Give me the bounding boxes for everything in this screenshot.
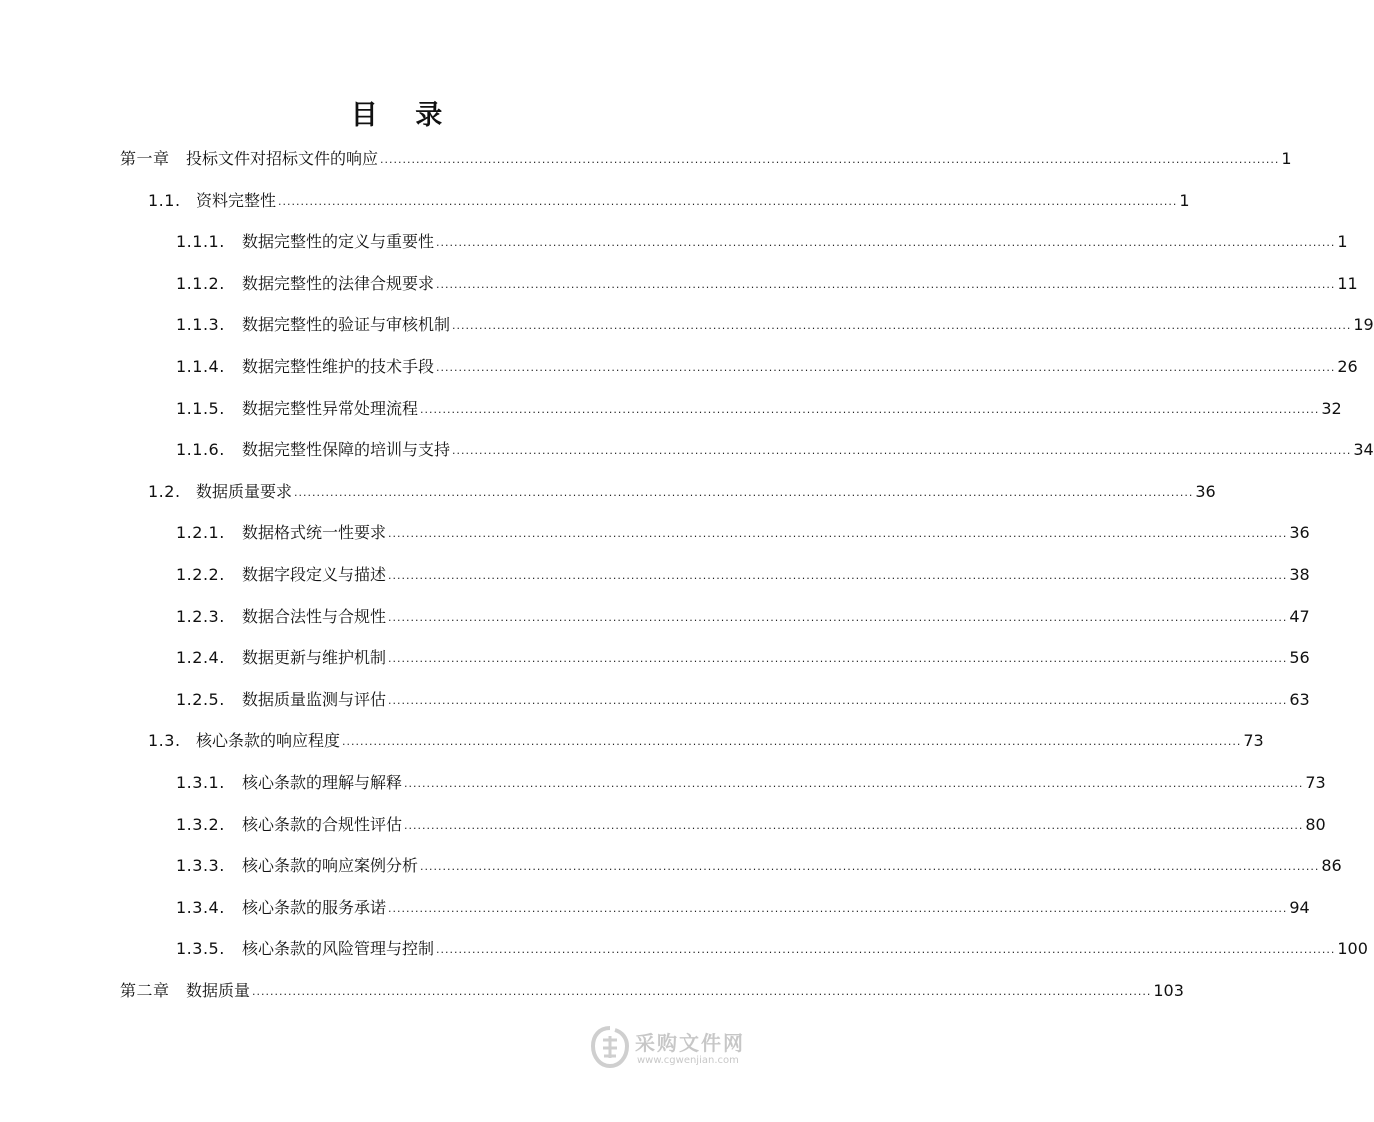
toc-entry-number: 1.1.	[148, 191, 181, 210]
dot-leader: ........................................................................................................................................................................................................	[420, 403, 1320, 416]
toc-entry-label: 数据完整性的定义与重要性	[242, 232, 435, 251]
toc-entry-1-2-2[interactable]	[176, 564, 1310, 586]
toc-entry-1-3-1[interactable]	[176, 772, 1326, 794]
toc-entry-label: 核心条款的服务承诺	[242, 898, 387, 917]
toc-entry-1-3-5[interactable]	[176, 938, 1368, 960]
toc-entry-number: 1.1.1.	[176, 232, 225, 251]
toc-entry-1-3-4[interactable]	[176, 897, 1310, 919]
toc-entry-label: 核心条款的风险管理与控制	[242, 939, 435, 958]
toc-entry-number: 1.2.5.	[176, 690, 225, 709]
toc-entry-page: 73	[1305, 773, 1326, 792]
toc-entry-label: 数据质量要求	[196, 482, 293, 501]
watermark	[589, 1022, 759, 1078]
toc-entry-page: 36	[1195, 482, 1216, 501]
toc-entry-page: 19	[1353, 315, 1374, 334]
toc-entry-1-2-5[interactable]	[176, 689, 1310, 711]
toc-entry-number: 1.1.6.	[176, 440, 225, 459]
toc-entry-page: 34	[1353, 440, 1374, 459]
toc-entry-1-1-3[interactable]	[176, 314, 1374, 336]
toc-entry-1-1-2[interactable]	[176, 273, 1358, 295]
toc-entry-number: 第二章	[120, 981, 170, 1000]
toc-entry-number: 1.1.2.	[176, 274, 225, 293]
toc-entry-label: 数据更新与维护机制	[242, 648, 387, 667]
toc-entry-label: 核心条款的响应案例分析	[242, 856, 419, 875]
toc-entry-1-2-1[interactable]	[176, 522, 1310, 544]
toc-entry-page: 1	[1337, 232, 1348, 251]
toc-entry-1-3-2[interactable]	[176, 814, 1326, 836]
toc-entry-label: 数据完整性的法律合规要求	[242, 274, 435, 293]
toc-entry-number: 1.1.3.	[176, 315, 225, 334]
dot-leader: ........................................................................................................................................................................................................	[388, 527, 1288, 540]
dot-leader: ........................................................................................................................................................................................................	[436, 361, 1336, 374]
dot-leader: ........................................................................................................................................................................................................	[436, 236, 1336, 249]
toc-entry-page: 47	[1289, 607, 1310, 626]
dot-leader: ........................................................................................................................................................................................................	[404, 777, 1304, 790]
toc-entry-label: 核心条款的合规性评估	[242, 815, 403, 834]
dot-leader: ........................................................................................................................................................................................................	[388, 902, 1288, 915]
dot-leader: ........................................................................................................................................................................................................	[404, 819, 1304, 832]
toc-entry-page: 94	[1289, 898, 1310, 917]
toc-entry-label: 数据质量监测与评估	[242, 690, 387, 709]
toc-entry-page: 32	[1321, 399, 1342, 418]
toc-entry-label: 数据字段定义与描述	[242, 565, 387, 584]
toc-entry-page: 26	[1337, 357, 1358, 376]
dot-leader: ........................................................................................................................................................................................................	[452, 444, 1352, 457]
toc-entry-number: 1.3.5.	[176, 939, 225, 958]
dot-leader: ........................................................................................................................................................................................................	[388, 611, 1288, 624]
toc-entry-1-1-6[interactable]	[176, 439, 1374, 461]
dot-leader: ........................................................................................................................................................................................................	[436, 943, 1336, 956]
toc-entry-page: 38	[1289, 565, 1310, 584]
toc-entry-number: 1.1.4.	[176, 357, 225, 376]
toc-entry-number: 1.2.	[148, 482, 181, 501]
dot-leader: ........................................................................................................................................................................................................	[278, 195, 1178, 208]
dot-leader: ........................................................................................................................................................................................................	[380, 153, 1280, 166]
toc-entry-label: 核心条款的响应程度	[196, 731, 341, 750]
toc-entry-label: 数据合法性与合规性	[242, 607, 387, 626]
dot-leader: ........................................................................................................................................................................................................	[388, 569, 1288, 582]
toc-entry-1-2-3[interactable]	[176, 606, 1310, 628]
dot-leader: ........................................................................................................................................................................................................	[342, 735, 1242, 748]
watermark-url: www.cgwenjian.com	[637, 1055, 739, 1066]
toc-entry-1-1[interactable]	[148, 190, 1190, 212]
toc-entry-label: 数据完整性异常处理流程	[242, 399, 419, 418]
toc-entry-number: 1.2.2.	[176, 565, 225, 584]
toc-entry-number: 1.2.3.	[176, 607, 225, 626]
toc-entry-1-2-4[interactable]	[176, 647, 1310, 669]
toc-entry-number: 1.3.3.	[176, 856, 225, 875]
toc-entry-label: 核心条款的理解与解释	[242, 773, 403, 792]
toc-entry-1-1-4[interactable]	[176, 356, 1358, 378]
toc-entry-number: 1.1.5.	[176, 399, 225, 418]
watermark-logo-icon	[589, 1024, 631, 1070]
toc-entry-1-1-1[interactable]	[176, 231, 1348, 253]
toc-entry-number: 1.3.1.	[176, 773, 225, 792]
toc-entry-number: 1.2.1.	[176, 523, 225, 542]
dot-leader: ........................................................................................................................................................................................................	[388, 652, 1288, 665]
watermark-name: 采购文件网	[635, 1031, 745, 1055]
toc-entry-1-2[interactable]	[148, 481, 1216, 503]
toc-entry-page: 73	[1243, 731, 1264, 750]
dot-leader: ........................................................................................................................................................................................................	[436, 278, 1336, 291]
toc-entry-page: 86	[1321, 856, 1342, 875]
toc-entry-page: 100	[1337, 939, 1368, 958]
dot-leader: ........................................................................................................................................................................................................	[388, 694, 1288, 707]
toc-entry-number: 1.3.	[148, 731, 181, 750]
toc-entry-page: 1	[1179, 191, 1190, 210]
toc-entry-page: 11	[1337, 274, 1358, 293]
dot-leader: ........................................................................................................................................................................................................	[294, 486, 1194, 499]
toc-entry-label: 数据格式统一性要求	[242, 523, 387, 542]
dot-leader: ........................................................................................................................................................................................................	[252, 985, 1152, 998]
toc-entry-page: 36	[1289, 523, 1310, 542]
toc-entry-label: 数据完整性维护的技术手段	[242, 357, 435, 376]
dot-leader: ........................................................................................................................................................................................................	[452, 319, 1352, 332]
toc-entry-1-3-3[interactable]	[176, 855, 1342, 877]
toc-entry-number: 1.3.2.	[176, 815, 225, 834]
toc-entry-chapter-1[interactable]	[120, 148, 1292, 170]
toc-entry-label: 投标文件对招标文件的响应	[186, 149, 379, 168]
toc-entry-page: 56	[1289, 648, 1310, 667]
toc-entry-number: 第一章	[120, 149, 170, 168]
toc-entry-page: 80	[1305, 815, 1326, 834]
toc-entry-label: 数据完整性的验证与审核机制	[242, 315, 451, 334]
toc-entry-page: 103	[1153, 981, 1184, 1000]
toc-entry-chapter-2[interactable]	[120, 980, 1184, 1002]
toc-entry-1-3[interactable]	[148, 730, 1264, 752]
toc-entry-label: 数据完整性保障的培训与支持	[242, 440, 451, 459]
dot-leader: ........................................................................................................................................................................................................	[420, 860, 1320, 873]
toc-title: 目 录	[350, 100, 457, 131]
toc-entry-label: 数据质量	[186, 981, 251, 1000]
toc-entry-1-1-5[interactable]	[176, 398, 1342, 420]
toc-entry-page: 63	[1289, 690, 1310, 709]
toc-entry-number: 1.3.4.	[176, 898, 225, 917]
toc-entry-number: 1.2.4.	[176, 648, 225, 667]
toc-entry-page: 1	[1281, 149, 1292, 168]
toc-entry-label: 资料完整性	[196, 191, 277, 210]
